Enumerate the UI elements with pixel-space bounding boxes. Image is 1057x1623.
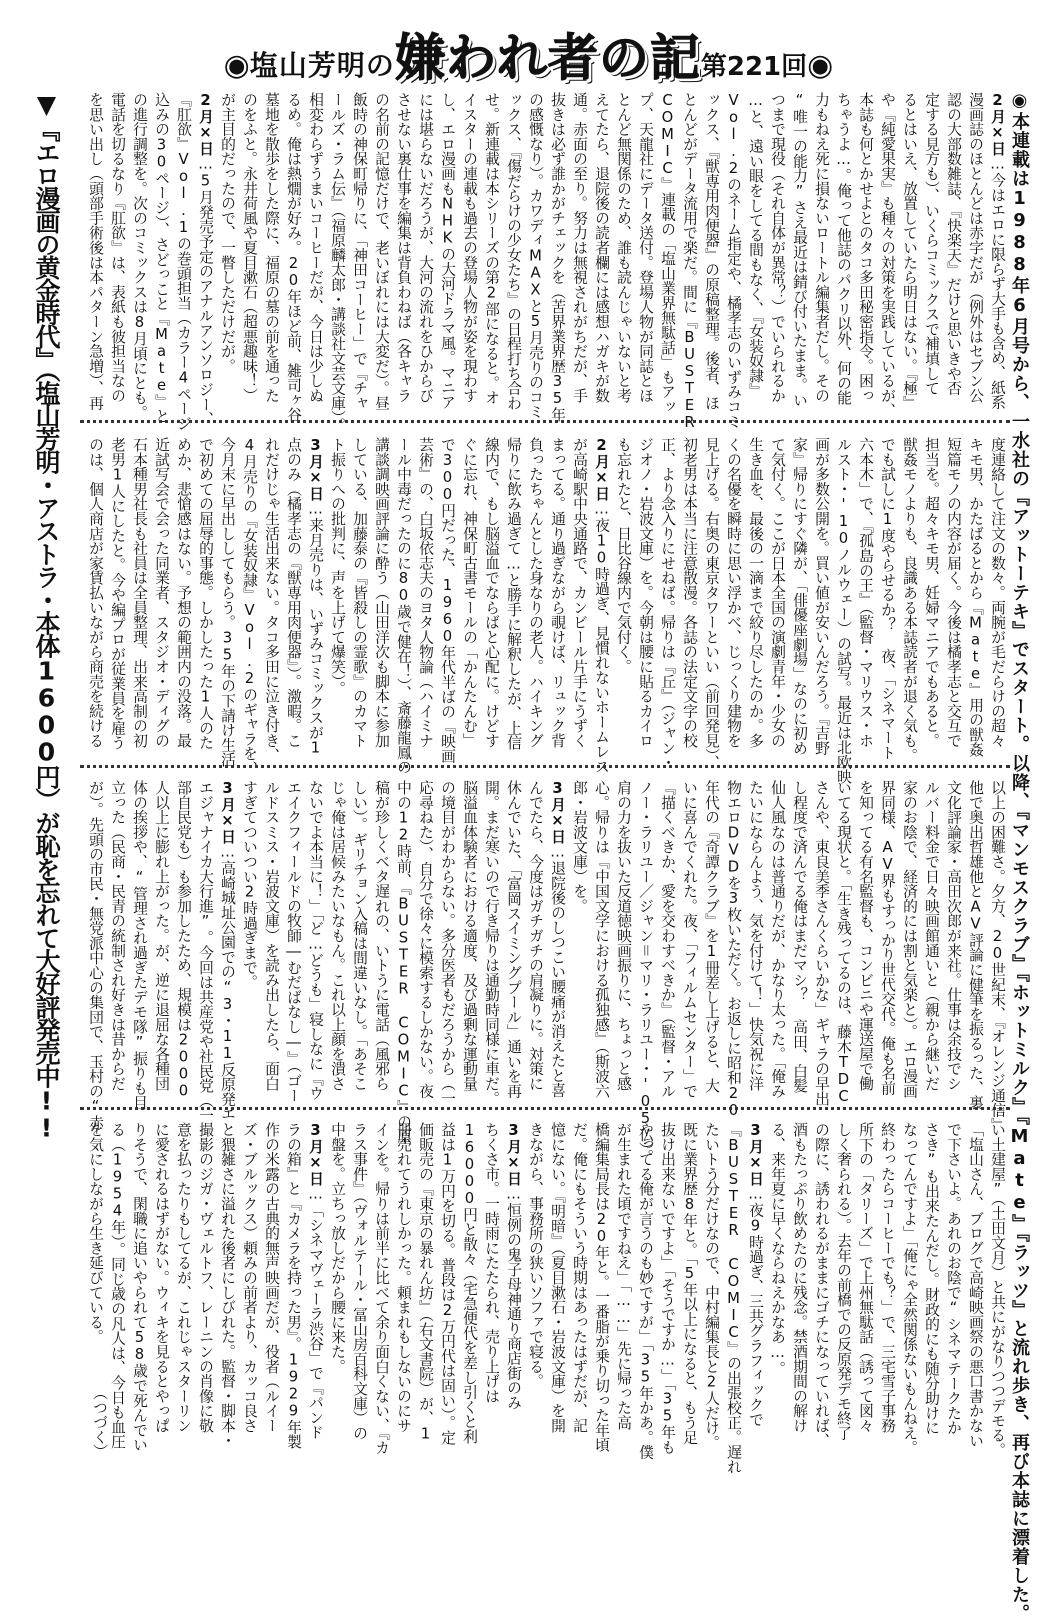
text-column: を気にしながら生き延びている。	[87, 1122, 104, 1344]
text-column: 以上の困難さ。夕方、20世紀末、『オレンジ通信』	[989, 780, 1006, 1133]
text-column: 中の12時前、『BUSTER COMIC』の原	[395, 780, 412, 1144]
text-column: 点のみ（橘孝志の『獣専用肉便器』）。激暇。こ	[285, 437, 302, 748]
text-column: 正、より念入りにせねば。帰りは『丘』（ジャン・	[659, 437, 676, 770]
text-column: い土建屋”（土田文月）と共にがなりつつデモる。	[989, 1122, 1006, 1458]
text-tier	[84, 437, 1008, 784]
text-column: 撮影のジガ・ヴェルトフ、レーニンの肖像に敬	[197, 1122, 214, 1433]
entry-date: 3月×日	[307, 1122, 324, 1186]
text-column: が）。先頭の市民・無党派中心の集団で、玉村の“赤	[87, 780, 104, 1130]
entry-date: 3月×日	[747, 1122, 764, 1186]
text-column: イスターの連載も過去の登場人物が姿を現わす	[461, 92, 478, 403]
text-column: ト振りへの批判に、声を上げて爆笑）。	[329, 437, 346, 696]
text-column: いてる現状と。「生き残ってるのは、藤木TDC	[835, 780, 852, 1105]
title-mark-right: ◉	[807, 48, 834, 83]
text-column: 脳溢血体験者における適度、及び過剰な運動量	[461, 780, 478, 1091]
text-column: を知ってる有名監督も、コンビニや運送屋で働	[857, 780, 874, 1091]
text-column: りそうで、閑職に追いやられて58歳で死んでい	[131, 1122, 148, 1452]
text-column: 体の挨拶や、“管理され過ぎたデモ隊”振りも目	[131, 780, 148, 1110]
text-column: 意を払ったりもしてるが、これじゃスターリン	[175, 1122, 192, 1433]
text-column: 憶にない。『明暗』（夏目漱石・岩波文庫）を開	[549, 1122, 566, 1433]
text-column: 4月売りの『女装奴隷』Vol.2のギャラを、	[241, 437, 258, 776]
text-column: で初めての屈辱的事態。しかしたった1人のた	[197, 437, 214, 750]
text-column: 応尋ねた）、自分で徐々に模索するしかない。夜	[417, 780, 434, 1099]
text-column: ルバー料金で日々映画館通いと（親から継いだ	[923, 780, 940, 1091]
entry-date: 2月×日	[197, 92, 214, 156]
text-column: の境目がわからない。多分医者もだろうから（一	[439, 780, 456, 1106]
text-column: 見上げる。右奥の東京タワーといい（前回発見）、	[703, 437, 720, 770]
text-column: でも試しに1度やらせるか？ 夜、「シネマート	[879, 437, 896, 760]
text-column: 文化評論家・高田次郎が来社。仕事は余技でシ	[945, 780, 962, 1091]
text-column: 電話を切るなり『肛欲』は、表紙も彼担当なの	[109, 92, 126, 403]
text-column: る（1954年）。同じ歳の凡人は、今日も血圧	[109, 1122, 126, 1449]
text-tier	[84, 92, 1008, 433]
text-column: が生まれた頃ですねえ」「……」先に帰った高	[615, 1122, 632, 1430]
text-column: 所下の「タリーズ」で上州無駄話（誘って図々	[857, 1122, 874, 1433]
text-column: に愛されるはずがない。ウィキを見るとやっぱ	[153, 1122, 170, 1433]
text-column: 担当を。超々キモ男、妊婦マニアでもあると。	[923, 437, 940, 748]
text-column: 中盤を。立ちっ放しだから腰に来た。	[329, 1122, 346, 1374]
entry-date: 3月×日	[505, 1122, 522, 1186]
text-column: 年代の『奇譚クラブ』を1冊差し上げると、大	[703, 780, 720, 1093]
text-column: し程度で済んでる俺はまだマシ？ 高田、白髪	[791, 780, 808, 1093]
text-column: しく奢られる）。去年の前橋での反原発デモ終了	[835, 1122, 852, 1441]
text-column: 度連絡して注文の数々。両腕が毛だらけの超々	[989, 437, 1006, 748]
text-column: だ。俺にもそういう時期はあったはずだが、記	[571, 1122, 588, 1433]
text-column: えてたら、退院後の読者欄には感想ハガキが数	[593, 92, 610, 403]
text-column: たいにならんよう、気を付けて！」快気祝に洋	[747, 780, 764, 1091]
text-column: 作の米露の古典的無声映画だが、役者（ルイー	[263, 1122, 280, 1433]
text-column: ないでよ本当に！」「ど…どうも」寝しなに『ウ	[307, 780, 324, 1101]
text-column: キモ男、かたばるとから『Mate』用の獣姦	[967, 437, 984, 757]
text-column: 石本種男社長も社員は全員整理、出来高制の初	[131, 437, 148, 748]
text-column: 帰りに飲み過ぎて…と勝手に解釈したが、上信	[505, 437, 522, 750]
text-tier	[84, 780, 1008, 1164]
entry-date: 3月×日	[307, 437, 324, 501]
text-column: 負ったちゃんとした身なりの老人。ハイキング	[527, 437, 544, 748]
text-column: のをふと。永井荷風や夏目漱石（超悪趣味！）	[241, 92, 258, 403]
text-column: たいトう分だけなので、中村編集長と2人だけ。	[703, 1122, 720, 1450]
text-column: 獣姦モノよりも、良識ある本誌読者が退く気も。	[901, 437, 918, 763]
text-column: 2月×日…今はエロに限らず大手も含め、紙系	[989, 92, 1006, 410]
text-column: せ。新連載は本シリーズの第2部になると。オ	[483, 92, 500, 405]
text-column: 相変わらずうまいコーヒーだが、今日は少しぬ	[307, 92, 324, 403]
text-column: の感慨なり）。カワディMAXと5月売りのコミ	[527, 92, 544, 419]
text-column: ールズ・ラム伝』（福原麟太郎・講談社文芸文庫）。	[329, 92, 346, 433]
text-column: 仙人風なのは普通りだが、かなり太った。「俺み	[769, 780, 786, 1099]
text-column: ノー・ラリユー／ジャン＝マリ・ラリユー・'05仏）。	[637, 780, 654, 1164]
text-column: 老男1人にしたと。今や編プロが従業員を雇う	[109, 437, 126, 750]
text-column: と猥雑さに溢れた後者にしびれた。監督・脚本・	[219, 1122, 236, 1448]
title-issue-number: 第221回	[700, 52, 808, 82]
text-column: るとはいえ、放置していたら明日はない。『極』	[901, 92, 918, 411]
text-column: やってる俺が言うのも妙ですが」「35年かあ。僕	[637, 1122, 654, 1460]
text-column: ちくさ市。一時雨にたたられ、売り上げは	[483, 1122, 500, 1404]
text-column: の際に、誘われるがままにゴチになっていれば、	[813, 1122, 830, 1448]
text-column: 益は1万円を切る。普段は2万円代は固い）。定	[439, 1122, 456, 1445]
text-column: 橋編集局長は20年と。一番脂が乗り切った年頃	[593, 1122, 610, 1452]
text-tier	[84, 1122, 1008, 1474]
text-column: 他で奥出哲雄他とAV評論に健筆を振るった、裏	[967, 780, 984, 1110]
column-title	[0, 18, 1057, 90]
text-column: 休んでいた、「富岡スイミングプール」通いを再	[505, 780, 522, 1099]
text-column: て気付く。ここが日本全国の演劇青年・少女の	[769, 437, 786, 748]
text-column: 3月×日…夜9時過ぎ、三共グラフィックで	[747, 1122, 764, 1427]
text-column: なってんですよ」「俺にゃ全然関係ないもんねえ。	[901, 1122, 918, 1455]
text-column: 物エロDVDを3枚いただく。お返しに昭和20	[725, 780, 742, 1119]
text-column: 冊売れてうれしかった。頼まれもしないのにサ	[395, 1122, 412, 1433]
text-column: や『純愛果実』も種々の対策を実践しているが、	[879, 92, 896, 418]
entry-date: 2月×日	[989, 92, 1006, 156]
text-column: で下さいよ。あれのお陰で“シネマテークたか	[945, 1122, 962, 1435]
text-column: 込みの30ページ）、さどっこと『Mate』と	[153, 92, 170, 424]
text-column: エイクフィールドの牧師―むだばなし―』（ゴー	[285, 780, 302, 1103]
text-column: すぎてついつい2時過ぎまで。	[241, 780, 258, 990]
text-column: 3月×日…高崎城址公園での“3・11反原発エ	[219, 780, 236, 1122]
text-column: 16000円と散々（宅急便代を差し引くと利	[461, 1122, 478, 1444]
text-column: 画が多数公開を。買い値が安いんだろう。『吉野	[813, 437, 830, 756]
tier-divider	[80, 765, 1010, 768]
text-column: くの名優を瞬時に思い浮かべ、じっくり建物を	[725, 437, 742, 748]
text-column: 郎・岩波文庫）を。	[571, 780, 588, 914]
text-column: まってる。通り過ぎながら覗けば、リュック背	[549, 437, 566, 748]
text-column: も忘れたと、日比谷線内で気付く。	[615, 437, 632, 674]
text-column: 立った（民商・民青の統制され好きは昔からだ	[109, 780, 126, 1091]
text-column: 今月末に早出ししてもらう。35年の下請け生活	[219, 437, 236, 767]
text-column: 短篇モノの内容が届く。今後は橘孝志と交互で	[945, 437, 962, 748]
text-column: ジオノ・岩波文庫）を。今朝は腰に貼るカイロ	[637, 437, 654, 748]
text-column: る、来年夏に早くならねえかなあ…。	[769, 1122, 786, 1376]
text-column: 力もねえ死に損ないロートル編集者だし。その	[813, 92, 830, 403]
text-column: インを。帰りは前半に比べて余り面白くない、『カ	[373, 1122, 390, 1455]
text-column: 人以上に膨れ上がった。が、逆に退屈な各種団	[153, 780, 170, 1091]
text-column: エジャナイカ大行進”。今回は共産党や社民党（一	[197, 780, 214, 1123]
text-column: プ、天龍社にデータ送付。登場人物が同誌とほ	[637, 92, 654, 403]
series-intro-column: ◉本連載は1988年6月号から、一水社の『アットーテキ』でスタート。以降、『マンモスクラブ』『ホットミルク』『Mate』『ラッツ』と流れ歩き、再び本誌に漂着した。	[1009, 90, 1030, 1623]
text-column: ール中毒だったのに80歳で健在！）、斎藤龍鳳の	[395, 437, 412, 775]
text-column: ラス事件』（ヴォルテール・冨山房百科文庫）の	[351, 1122, 368, 1441]
text-column: 飯時の神保町帰りに、「神田コーヒー」で『チャ	[351, 92, 368, 411]
tier-divider	[80, 1107, 1010, 1110]
text-column: 本誌も何とかせよとのタコ多田秘密指令。困っ	[857, 92, 874, 403]
text-column: には堪らないだろうが、大河の流れをひからび	[417, 92, 434, 403]
text-column: いに喜んでくれた。夜、「フィルムセンター」で	[681, 780, 698, 1099]
text-column: 2月×日…5月発売予定のアナルアンソロジー、	[197, 92, 214, 427]
text-column: 墓地を散歩をした際に、福原の墓の前を通った	[263, 92, 280, 403]
text-column: ックス、『獣専用肉便器』の原稿整理。後者、ほ	[703, 92, 720, 411]
text-column: 肩の力を抜いた反道徳映画振りに、ちょっと感	[615, 780, 632, 1091]
text-column: 開。まだ寒いので行き帰りは通勤時同様に車だ。	[483, 780, 500, 1106]
text-column: 抜け出来ないですよ」「そうですか…」「35年も	[659, 1122, 676, 1455]
text-column: んでたら、今度はガチガチの肩凝りに。対策に	[527, 780, 544, 1091]
text-column: 「塩山さん、ブログで高崎映画祭の悪口書かない	[967, 1122, 984, 1448]
text-column: 漫画誌のほとんどは赤字だが（例外はセブン公	[967, 92, 984, 403]
text-column: れだけじゃ生活出来ない。タコ多田に泣き付き、	[263, 437, 280, 763]
text-column: 『描くべきか、愛を交わすべきか』（監督・アル	[659, 780, 676, 1099]
text-column: 価販売の『東京の暴れん坊』（右文書院）が、1	[417, 1122, 434, 1443]
text-column: の進行調整を。次のコミックスは8月頃にとも。	[131, 92, 148, 420]
book-ad-banner: ▼『エロ漫画の黄金時代』（塩山芳明・アストラ・本体1600円）が恥を忘れて大好評発売中!!	[32, 90, 61, 1141]
text-column: 既に業界歴8年と。「5年以上になると、もう足	[681, 1122, 698, 1445]
text-column: のは、個人商店が家賃払いながら商売を続ける	[87, 437, 104, 748]
text-column: させない裏仕事を編集は背負わねば（各キャラ	[395, 92, 412, 403]
text-column: 定する見方も）、いくらコミックスで補填して	[923, 92, 940, 396]
title-mark-left: ◉	[223, 48, 250, 83]
text-column: 3月×日…退院後のしつこい腰痛が消えたと喜	[549, 780, 566, 1098]
text-column: 線内で、もし脳溢血でならばと心配に。けどす	[483, 437, 500, 748]
text-column: めか、悲愴感はない。予想の範囲内の没落。最	[175, 437, 192, 748]
text-column: 3月×日…「シネマヴェーラ渋谷」で『パンド	[307, 1122, 324, 1440]
text-column: るめ。俺は熱燗が好み。20年ほど前、雑司ヶ谷	[285, 92, 302, 422]
entry-date: 3月×日	[219, 780, 236, 844]
text-column: 六本木」で、『孤島の王』（監督・マリウス・ホ	[857, 437, 874, 748]
text-column: し、エロ漫画もNHKの大河ドラマ風。マニア	[439, 92, 456, 410]
title-author: 塩山芳明の	[249, 49, 395, 82]
text-column: ルドスミス・岩波文庫）を読み出したら、面白	[263, 780, 280, 1091]
text-column: 近試写会で会った同業者、スタジオ・ディグの	[153, 437, 170, 748]
text-column: を思い出し（頭部手術後は本パターン急増）、再	[87, 92, 104, 411]
text-column: 『肛欲』Vol.1の巻頭担当（カラー4ページ	[175, 92, 192, 431]
text-column: ぐに忘れ、神保町古書モールの「かんたんむ」	[461, 437, 478, 748]
text-column: 界同様、AV界もすっかり世代交代。俺も名前	[879, 780, 896, 1096]
text-column: 家』帰りにすぐ隣が、「俳優座劇場」なのに初め	[791, 437, 808, 756]
text-column: 部自民党も）も参加したため、規模は2000	[175, 780, 192, 1100]
text-column: 生き血を、最後の一滴まで絞り尽したのか。多	[747, 437, 764, 748]
continued-label: （つづく）	[91, 1385, 108, 1459]
text-column: 2月×日…夜10時過ぎ、見慣れないホームレス	[593, 437, 610, 774]
text-column: …と、遠い眼をしてる間もなく、『女装奴隷』	[747, 92, 764, 398]
text-column: さき”も出来たんだし。財政的にも随分助けに	[923, 1122, 940, 1435]
tier-divider	[80, 420, 1010, 423]
text-column: ズ・ブルックス）頼みの前者より、カッコ良さ	[241, 1122, 258, 1433]
text-column: 3月×日…恒例の鬼子母神通り商店街のみ	[505, 1122, 522, 1410]
text-column: の名前の記憶だけで、老いぼれには大変だ）。昼	[373, 92, 390, 411]
text-column: さんや、東良美季さんくらいかな」ギャラの早出	[813, 780, 830, 1106]
text-column: しい）。ギリチョン入稿は間違いなし。「あそこ	[351, 780, 368, 1091]
text-column: している、加藤泰の『皆殺しの霊歌』のカマト	[351, 437, 368, 748]
text-column: 心。帰りは『中国文学における孤独感』（斯波六	[593, 780, 610, 1099]
text-column: とんど無関係のため、誰も読んじゃいないと考	[615, 92, 632, 403]
text-column: で300円だった、1960年代半ばの『映画	[439, 437, 456, 764]
text-column: 稿が珍しくベタ遅れの、いトうに電話（風邪ら	[373, 780, 390, 1091]
text-column: 通。赤面の至り。努力は無視されがちだが、手	[571, 92, 588, 403]
entry-date: 2月×日	[593, 437, 610, 501]
text-column: 家のお陰で、経済的には割と気楽と）。エロ漫画	[901, 780, 918, 1099]
text-column: 芸術』の、白坂依志夫のヨタ人物論（ハイミナ	[417, 437, 434, 748]
entry-date: 3月×日	[549, 780, 566, 844]
text-column: とんどがデータ流用で楽だ。間に『BUSTER	[681, 92, 698, 431]
text-column: が主目的だったので、一瞥しただけだが。	[219, 92, 236, 374]
text-column: 認の大部数雑誌、『快楽天』だけと思いきや否	[945, 92, 962, 396]
text-column: 酒もたっぷり飲めたのに残念。禁酒期間の解け	[791, 1122, 808, 1433]
text-column: じゃ俺は居候みたいなもん。これ以上顔を潰さ	[329, 780, 346, 1091]
text-column: ラの箱』と『カメラを持った男』。1929年製	[285, 1122, 302, 1449]
text-column: ックス、『傷だらけの少女たち』の日程打ち合わ	[505, 92, 522, 411]
text-column: COMIC』連載の「塩山業界無駄話」もアッ	[659, 92, 676, 414]
text-column: 3月×日…来月売りは、いずみコミックスが1	[307, 437, 324, 757]
text-column: 抜きは必ず誰かがチェックを（苦界業界歴35年	[549, 92, 566, 422]
text-column: 初老男は本当に注意散漫。各誌の法定文字の校	[681, 437, 698, 748]
text-column: 講談調映画評論に酔う（山田洋次も脚本に参加	[373, 437, 390, 748]
text-column: が高崎駅中央通路で、カンビール片手にうずく	[571, 437, 588, 748]
text-column: 『BUSTER COMIC』の出張校正。遅れ	[725, 1122, 742, 1474]
text-column: ちゃうよ…。俺って他誌のパクリ以外、何の能	[835, 92, 852, 405]
text-column: きながら、事務所の狭いソファで寝る。	[527, 1122, 544, 1389]
text-column: Vol.2のネーム指定や、橘孝志のいずみコミ	[725, 92, 742, 429]
text-column: 終わったらコーヒーでも？」で、三宅雪子事務	[879, 1122, 896, 1433]
text-column: つまで現役（それ自体が異常？）でいられるか	[769, 92, 786, 403]
text-column: ルスト・'10ノルウェー）の試写。最近は北欧映	[835, 437, 852, 784]
title-main: 嫌われ者の記	[394, 29, 701, 87]
text-column: “唯一の能力”さえ最近は錆び付いたまま。い	[791, 92, 808, 408]
